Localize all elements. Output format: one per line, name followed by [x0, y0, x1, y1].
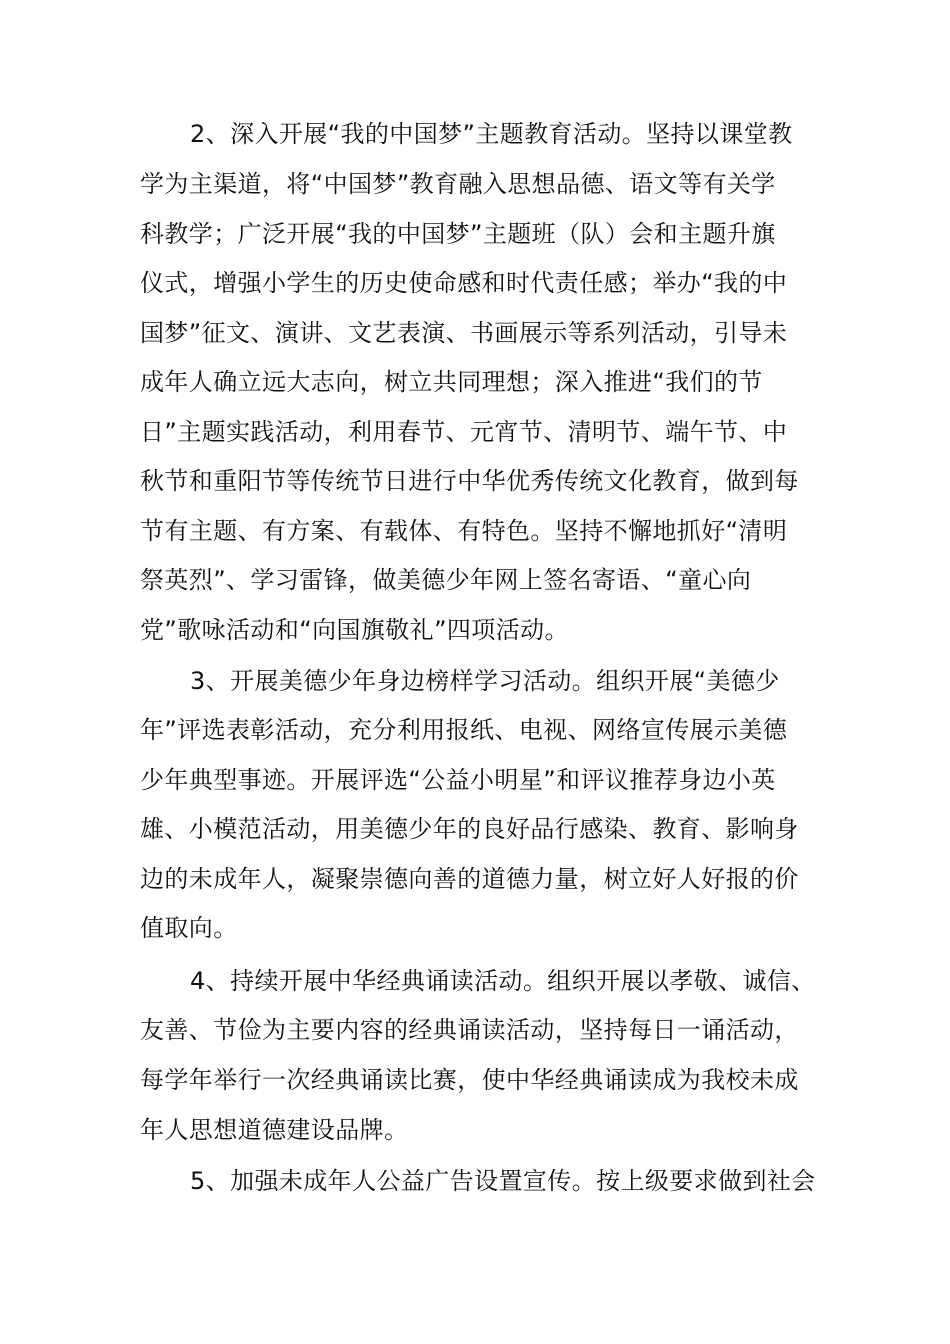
text-line: 国梦”征文、演讲、文艺表演、书画展示等系列活动，引导未: [140, 319, 788, 347]
text-line: 年人思想道德建设品牌。: [140, 1116, 409, 1144]
text-line: 边的未成年人，凝聚崇德向善的道德力量，树立好人好报的价: [140, 865, 799, 893]
text-line: 值取向。: [140, 914, 238, 942]
text-line: 少年典型事迹。开展评选“公益小明星”和评议推荐身边小英: [140, 766, 776, 794]
text-line: 3、开展美德少年身边榜样学习活动。组织开展“美德少: [190, 667, 780, 695]
text-line: 雄、小模范活动，用美德少年的良好品行感染、教育、影响身: [140, 815, 799, 843]
text-line: 科教学；广泛开展“我的中国梦”主题班（队）会和主题升旗: [140, 220, 776, 248]
text-line: 节有主题、有方案、有载体、有特色。坚持不懈地抓好“清明: [140, 517, 788, 545]
text-line: 成年人确立远大志向，树立共同理想；深入推进“我们的节: [140, 368, 763, 396]
text-line: 年”评选表彰活动，充分利用报纸、电视、网络宣传展示美德: [140, 716, 788, 744]
text-line: 2、深入开展“我的中国梦”主题教育活动。坚持以课堂教: [190, 120, 793, 148]
text-line: 友善、节俭为主要内容的经典诵读活动，坚持每日一诵活动，: [140, 1016, 799, 1044]
text-line: 5、加强未成年人公益广告设置宣传。按上级要求做到社会: [190, 1167, 816, 1195]
text-line: 学为主渠道，将“中国梦”教育融入思想品德、语文等有关学: [140, 170, 776, 198]
text-line: 每学年举行一次经典诵读比赛，使中华经典诵读成为我校未成: [140, 1066, 799, 1094]
text-line: 4、持续开展中华经典诵读活动。组织开展以孝敬、诚信、: [190, 967, 816, 995]
text-line: 秋节和重阳节等传统节日进行中华优秀传统文化教育，做到每: [140, 467, 799, 495]
text-line: 仪式，增强小学生的历史使命感和时代责任感；举办“我的中: [140, 269, 788, 297]
text-line: 祭英烈”、学习雷锋，做美德少年网上签名寄语、“童心向: [140, 566, 752, 594]
text-line: 日”主题实践活动，利用春节、元宵节、清明节、端午节、中: [140, 418, 788, 446]
text-line: 党”歌咏活动和“向国旗敬礼”四项活动。: [140, 616, 569, 644]
